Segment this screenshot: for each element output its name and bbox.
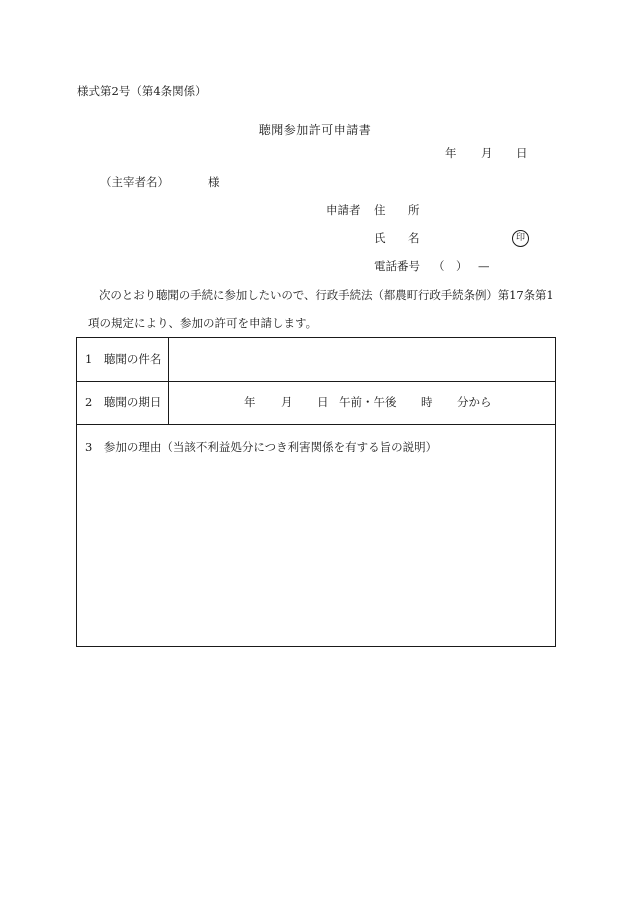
body-text-line1: 次のとおり聴聞の手続に参加したいので、行政手続法（都農町行政手続条例）第17条第1 [99, 288, 554, 302]
phone-label: 電話番号 [374, 259, 420, 273]
hearing-date-month: 月 [281, 395, 293, 409]
hearing-date-label: 2 聴聞の期日 [85, 395, 162, 409]
address-label-part2: 所 [408, 203, 420, 217]
body-text-line2: 項の規定により、参加の許可を申請します。 [88, 316, 318, 330]
addressee-label: （主宰者名） [100, 175, 169, 189]
seal-icon: 印 [512, 230, 529, 247]
address-label-part1: 住 [374, 203, 386, 217]
name-label-part1: 氏 [374, 231, 386, 245]
application-form-table [76, 337, 556, 647]
phone-area-code-parens: （ ） [433, 259, 468, 273]
date-year-label: 年 [445, 146, 457, 160]
hearing-date-minute: 分から [457, 395, 492, 409]
phone-dash: — [478, 259, 490, 273]
date-month-label: 月 [481, 146, 493, 160]
table-column-divider [168, 338, 169, 424]
applicant-label: 申請者 [326, 203, 361, 217]
hearing-date-day: 日 [317, 395, 329, 409]
form-number: 様式第2号（第4条関係） [77, 84, 207, 98]
date-day-label: 日 [516, 146, 528, 160]
hearing-subject-label: 1 聴聞の件名 [85, 352, 162, 366]
hearing-date-ampm: 午前・午後 [339, 395, 397, 409]
hearing-date-hour: 時 [421, 395, 433, 409]
document-title: 聴聞参加許可申請書 [258, 123, 372, 137]
participation-reason-label: 3 参加の理由（当該不利益処分につき利害関係を有する旨の説明） [85, 440, 438, 454]
name-label-part2: 名 [408, 231, 420, 245]
hearing-date-year: 年 [244, 395, 256, 409]
table-row-divider-2 [77, 424, 555, 425]
table-row-divider-1 [77, 381, 555, 382]
addressee-honorific: 様 [208, 175, 220, 189]
